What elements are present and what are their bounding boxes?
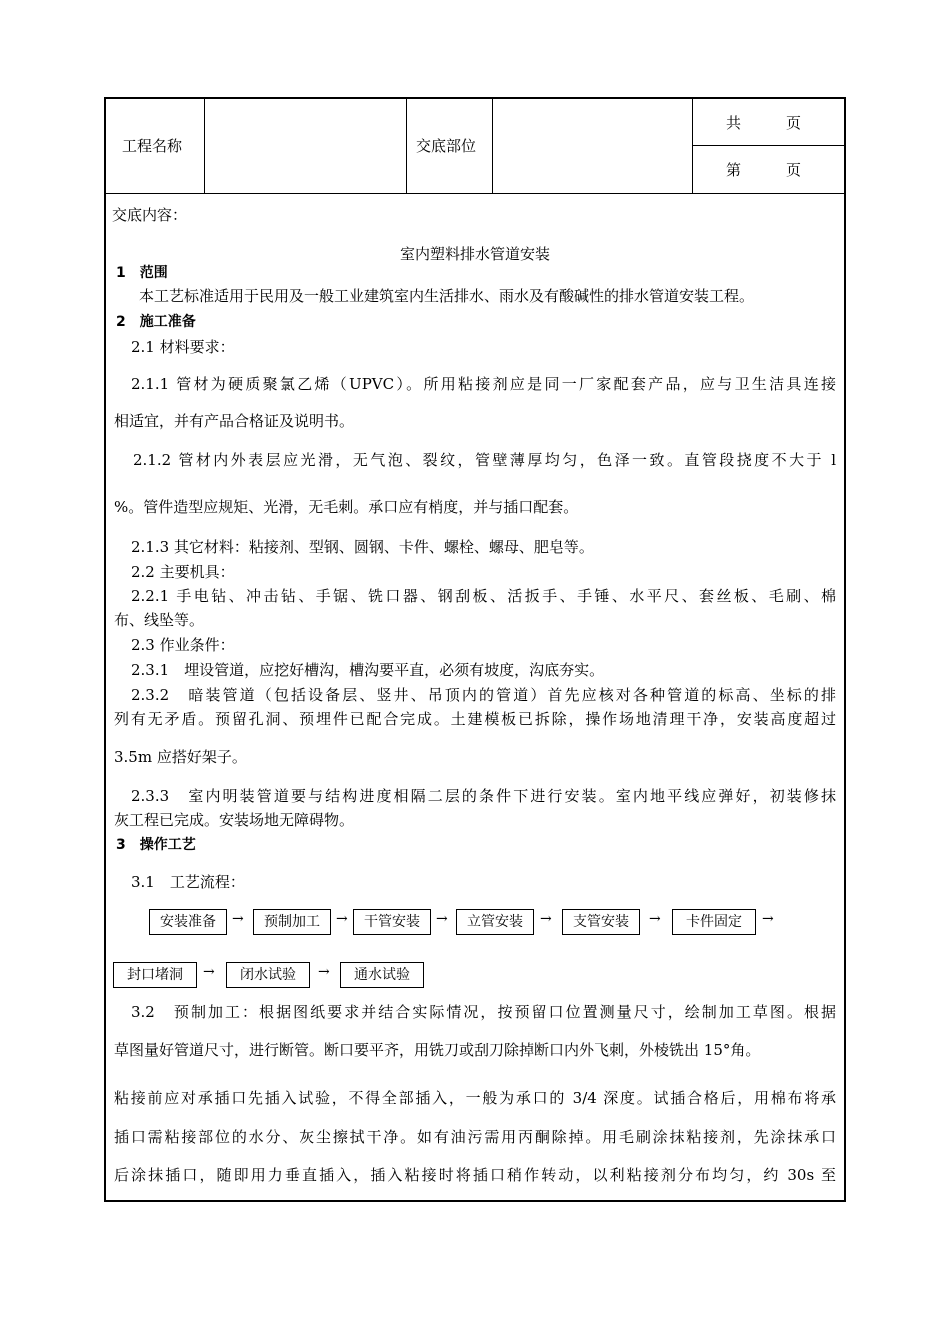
paragraph: 2.3.2 暗装管道（包括设备层、竖井、吊顶内的管道）首先应核对各种管道的标高、坐标的排 — [131, 686, 836, 704]
paragraph: 2.1.2 管材内外表层应光滑，无气泡、裂纹，管壁薄厚均匀，色泽一致。直管段挠度不大于 l — [133, 451, 836, 469]
page-number-label: 第 页 — [726, 161, 802, 179]
paragraph: 粘接前应对承插口先插入试验，不得全部插入，一般为承口的 3/4 深度。试插合格后，用棉布将承 — [114, 1089, 836, 1107]
flow-step: 预制加工 — [253, 909, 331, 935]
arrow-right-icon: → — [336, 911, 348, 927]
paragraph: 草图量好管道尺寸，进行断管。断口要平齐，用铣刀或刮刀除掉断口内外飞刺，外棱铣出 15°角。 — [114, 1041, 761, 1059]
handover-part-value[interactable] — [494, 101, 690, 191]
paragraph: 本工艺标准适用于民用及一般工业建筑室内生活排水、雨水及有酸碱性的排水管道安装工程。 — [139, 287, 755, 305]
paragraph: 2.3.3 室内明装管道要与结构进度相隔二层的条件下进行安装。室内地平线应弹好，初装修抹 — [131, 787, 836, 805]
content-label: 交底内容： — [112, 206, 188, 224]
paragraph: 后涂抹插口，随即用力垂直插入，插入粘接时将插口稍作转动，以利粘接剂分布均匀，约 30s 至 — [114, 1166, 836, 1184]
paragraph: 2.1.1 管材为硬质聚氯乙烯（UPVC）。所用粘接剂应是同一厂家配套产品，应与卫生洁具连接 — [131, 375, 836, 393]
flow-step: 通水试验 — [340, 962, 424, 988]
paragraph: 2.3.1 埋设管道，应挖好槽沟，槽沟要平直，必须有坡度，沟底夯实。 — [131, 661, 605, 679]
arrow-right-icon: → — [649, 911, 661, 927]
flow-step: 支管安装 — [562, 909, 640, 935]
paragraph: 2.1.3 其它材料：粘接剂、型钢、圆钢、卡件、螺栓、螺母、肥皂等。 — [131, 538, 594, 556]
section-heading: 2 施工准备 — [116, 314, 196, 330]
paragraph: 插口需粘接部位的水分、灰尘擦拭干净。如有油污需用丙酮除掉。用毛刷涂抹粘接剂，先涂抹承口 — [114, 1128, 836, 1146]
divider — [204, 99, 205, 193]
flow-step: 卡件固定 — [672, 909, 756, 935]
arrow-right-icon: → — [203, 964, 215, 980]
flow-step: 干管安装 — [353, 909, 431, 935]
paragraph: 灰工程已完成。安装场地无障碍物。 — [114, 811, 355, 829]
flow-step: 立管安装 — [456, 909, 534, 935]
subsection-heading: 2.3 作业条件： — [131, 636, 235, 654]
subsection-heading: 2.1 材料要求： — [131, 338, 235, 356]
section-heading: 3 操作工艺 — [116, 837, 196, 853]
doc-title: 室内塑料排水管道安装 — [399, 245, 550, 263]
divider — [492, 99, 493, 193]
paragraph: 布、线坠等。 — [114, 611, 205, 629]
arrow-right-icon: → — [540, 911, 552, 927]
paragraph: 3.5m 应搭好架子。 — [114, 748, 247, 766]
divider — [692, 99, 693, 193]
section-heading: 1 范围 — [116, 265, 168, 281]
paragraph: 相适宜，并有产品合格证及说明书。 — [114, 412, 355, 430]
divider — [692, 145, 844, 146]
flow-step: 封口堵洞 — [113, 962, 197, 988]
flow-step: 闭水试验 — [226, 962, 310, 988]
paragraph: 列有无矛盾。预留孔洞、预埋件已配合完成。土建模板已拆除，操作场地清理干净，安装高度超过 — [114, 710, 836, 728]
flow-step: 安装准备 — [149, 909, 227, 935]
arrow-right-icon: → — [232, 911, 244, 927]
header-row — [106, 99, 844, 194]
project-name-value[interactable] — [206, 101, 404, 191]
arrow-right-icon: → — [436, 911, 448, 927]
arrow-right-icon: → — [318, 964, 330, 980]
total-pages-label: 共 页 — [726, 114, 802, 132]
paragraph: 2.2.1 手电钻、冲击钻、手锯、铣口器、钢刮板、活扳手、手锤、水平尺、套丝板、毛刷、棉 — [131, 587, 836, 605]
subsection-heading: 3.1 工艺流程： — [131, 873, 245, 891]
arrow-right-icon: → — [762, 911, 774, 927]
subsection-heading: 2.2 主要机具： — [131, 563, 235, 581]
handover-part-label: 交底部位 — [416, 137, 477, 155]
project-name-label: 工程名称 — [122, 137, 183, 155]
paragraph: 3.2 预制加工：根据图纸要求并结合实际情况，按预留口位置测量尺寸，绘制加工草图。根据 — [131, 1003, 836, 1021]
divider — [406, 99, 407, 193]
paragraph: %。管件造型应规矩、光滑，无毛刺。承口应有梢度，并与插口配套。 — [114, 498, 579, 516]
